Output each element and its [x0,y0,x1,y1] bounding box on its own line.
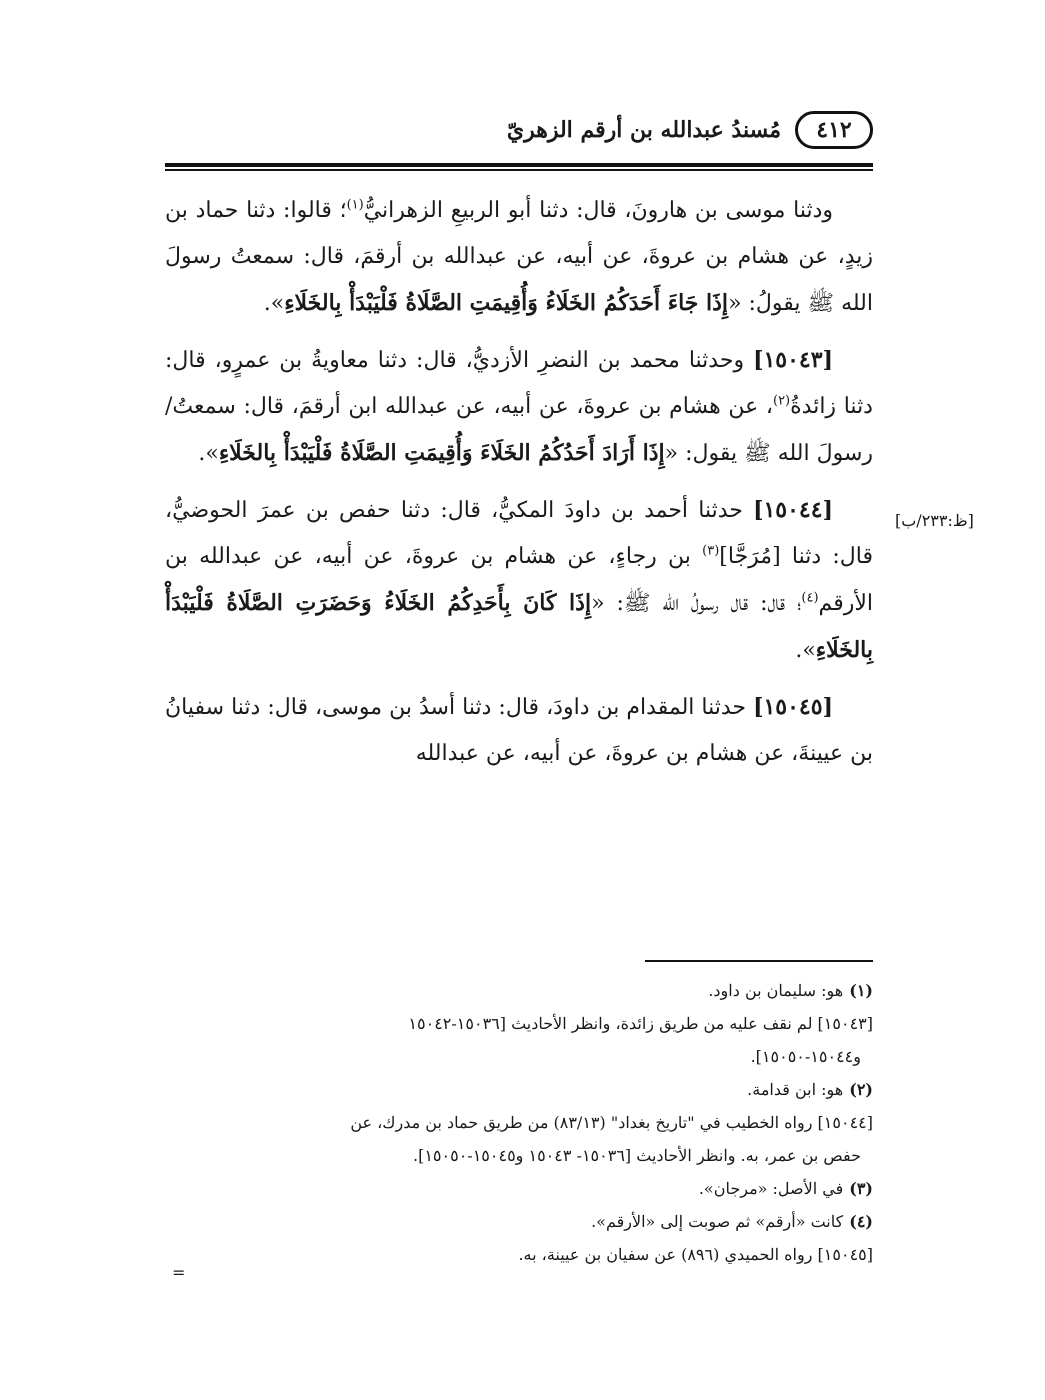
footnote-note-15045: [١٥٠٤٥] رواه الحميدي (٨٩٦) عن سفيان بن عيينة، به. [518,1245,873,1264]
footnotes [165,974,873,1271]
footnote-2: (٢)هو: ابن قدامة. [747,1080,873,1099]
continuation-mark: = [172,1263,186,1282]
page-header [165,108,873,152]
main-text [165,188,873,787]
running-title: مُسندُ عبدالله بن أرقم الزهريّ [506,117,781,143]
footnote-ref-2[interactable]: (٢) [772,393,791,409]
footnote-ref-3[interactable]: (٣) [702,543,720,559]
footnote-1: (١)هو: سليمان بن داود. [708,981,873,1000]
header-rule-thin [165,169,873,171]
page-number-badge: ٤١٢ [795,111,873,149]
manuscript-folio-note: [ظ:٢٣٣/ب] [895,511,974,530]
hadith-number: [١٥٠٤٥] [753,694,833,720]
paragraph-15043: [١٥٠٤٣] وحدثنا محمد بن النضرِ الأزديُّ، قال: دثنا معاويةُ بن عمرٍو، قال: دثنا زائدةُ$^{(٢)}$، عن هشام بن عروةَ، عن أبيه، عن عبدالله ابن أرقمَ، قال: سمعتُ/ رسولَ الله ﷺ يقول: «إِذَا أَرَادَ أَحَدُكُمُ الخَلَاءَ وَأُقِيمَتِ الصَّلَاةُ فَلْيَبْدَأْ بِالخَلَاءِ». [165,347,873,466]
paragraph-15044: [١٥٠٤٤] حدثنا أحمد بن داودَ المكيُّ، قال: دثنا حفص بن عمرَ الحوضيُّ، قال: دثنا [مُرَجَّا]$^{(٣)}$ بن رجاءٍ، عن هشام بن عروةَ، عن أبيه، عن عبدالله بن الأرقم$^{(٤)}$؛ قال: قال رسولُ الله ﷺ: «إِذَا كَانَ بِأَحَدِكُمُ الخَلَاءُ وَحَضَرَتِ الصَّلَاةُ فَلْيَبْدَأْ بِالخَلَاءِ». [165,497,874,663]
footnote-note-15044: [١٥٠٤٤] رواه الخطيب في "تاريخ بغداد" (٨٣/١٣) من طريق حماد بن مدرك، عن [350,1113,873,1132]
paragraph-1: ودثنا موسى بن هارونَ، قال: دثنا أبو الربيعِ الزهرانيُّ$^{(١)}$؛ قالوا: دثنا حماد بن زيدٍ، عن هشام بن عروةَ، عن أبيه، عن عبدالله بن أرقمَ، قال: سمعتُ رسولَ الله ﷺ يقولُ: «إِذَا جَاءَ أَحَدَكُمُ الخَلَاءُ وَأُقِيمَتِ الصَّلَاةُ فَلْيَبْدَأْ بِالخَلَاءِ». [165,197,873,316]
header-rule-thick [165,163,873,167]
hadith-text: إِذَا أَرَادَ أَحَدُكُمُ الخَلَاءَ وَأُقِيمَتِ الصَّلَاةُ فَلْيَبْدَأْ بِالخَلَاءِ [218,440,665,466]
hadith-text: إِذَا كَانَ بِأَحَدِكُمُ الخَلَاءُ وَحَضَرَتِ الصَّلَاةُ فَلْيَبْدَأْ بِالخَلَاءِ [165,590,873,663]
hadith-number: [١٥٠٤٣] [753,347,833,373]
footnote-ref-1[interactable]: (١) [346,197,364,213]
footnote-separator [645,960,873,962]
hadith-number: [١٥٠٤٤] [753,497,833,523]
footnote-3: (٣)في الأصل: «مرجان». [698,1179,873,1198]
footnote-note-15043: [١٥٠٤٣] لم نقف عليه من طريق زائدة، وانظر الأحاديث [١٥٠٣٦-١٥٠٤٢ [408,1014,873,1033]
footnote-note-15043-cont: و١٥٠٤٤-١٥٠٥٠]. [750,1047,861,1066]
footnote-4: (٤)كانت «أرقم» ثم صوبت إلى «الأرقم». [591,1212,873,1231]
footnote-note-15044-cont: حفص بن عمر، به. وانظر الأحاديث [١٥٠٣٦- ١٥٠٤٣ و١٥٠٤٥-١٥٠٥٠]. [412,1146,861,1165]
paragraph-15045: [١٥٠٤٥] حدثنا المقدام بن داودَ، قال: دثنا أسدُ بن موسى، قال: دثنا سفيانُ بن عيينةَ، عن هشام بن عروةَ، عن أبيه، عن عبدالله [165,694,873,766]
footnote-ref-4[interactable]: (٤) [801,590,819,606]
hadith-text: إِذَا جَاءَ أَحَدَكُمُ الخَلَاءُ وَأُقِيمَتِ الصَّلَاةُ فَلْيَبْدَأْ بِالخَلَاءِ [284,290,729,316]
